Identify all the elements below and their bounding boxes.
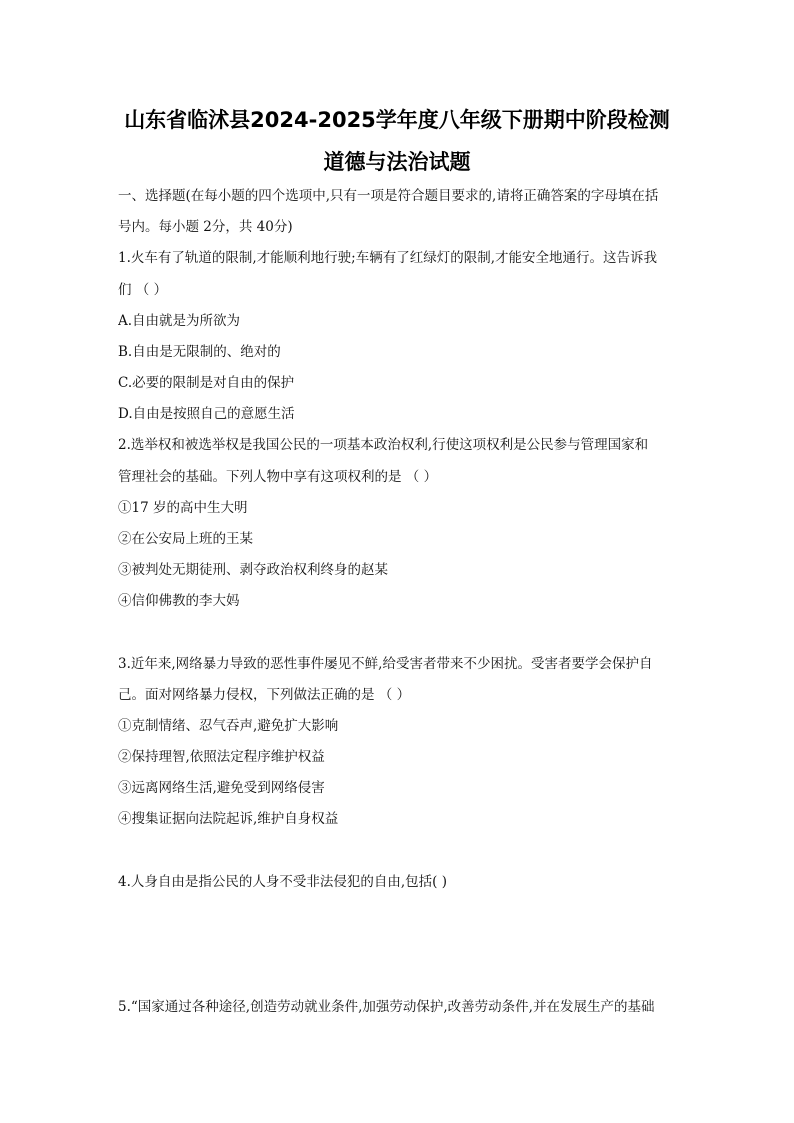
section-instruction-line-2: 号内。每小题 2分，共 40分) bbox=[118, 219, 293, 235]
q3-statement-2: ②保持理智,依照法定程序维护权益 bbox=[118, 749, 325, 765]
q2-statement-2: ②在公安局上班的王某 bbox=[118, 531, 253, 547]
q3-stem-line-1: 3.近年来,网络暴力导致的恶性事件屡见不鲜,给受害者带来不少困扰。受害者要学会保护自 bbox=[118, 656, 653, 672]
q1-stem-line-2: 们 （ ） bbox=[118, 282, 168, 298]
q1-option-b: B.自由是无限制的、绝对的 bbox=[118, 344, 281, 360]
document-title: 山东省临沭县2024-2025学年度八年级下册期中阶段检测 bbox=[124, 108, 670, 132]
q3-statement-3: ③远离网络生活,避免受到网络侵害 bbox=[118, 780, 325, 796]
q2-statement-3: ③被判处无期徒刑、剥夺政治权利终身的赵某 bbox=[118, 562, 388, 578]
q2-statement-4: ④信仰佛教的李大妈 bbox=[118, 593, 240, 609]
q3-stem-line-2: 己。面对网络暴力侵权，下列做法正确的是 （ ） bbox=[118, 687, 411, 703]
q2-stem-line-1: 2.选举权和被选举权是我国公民的一项基本政治权利,行使这项权利是公民参与管理国家和 bbox=[118, 437, 649, 453]
q2-statement-1: ①17 岁的高中生大明 bbox=[118, 500, 248, 516]
q1-option-d: D.自由是按照自己的意愿生活 bbox=[118, 406, 295, 422]
q1-option-a: A.自由就是为所欲为 bbox=[118, 313, 241, 329]
q1-option-c: C.必要的限制是对自由的保护 bbox=[118, 375, 295, 391]
q2-stem-line-2: 管理社会的基础。下列人物中享有这项权利的是 （ ） bbox=[118, 469, 438, 485]
section-instruction-line-1: 一、选择题(在每小题的四个选项中,只有一项是符合题目要求的,请将正确答案的字母填在括 bbox=[118, 188, 659, 204]
q1-stem-line-1: 1.火车有了轨道的限制,才能顺利地行驶;车辆有了红绿灯的限制,才能安全地通行。这告诉我 bbox=[118, 250, 658, 266]
q3-statement-1: ①克制情绪、忍气吞声,避免扩大影响 bbox=[118, 718, 339, 734]
q3-statement-4: ④搜集证据向法院起诉,维护自身权益 bbox=[118, 811, 339, 827]
document-subtitle: 道德与法治试题 bbox=[323, 150, 471, 174]
q5-stem-line-1: 5.“国家通过各种途径,创造劳动就业条件,加强劳动保护,改善劳动条件,并在发展生产的基础 bbox=[118, 999, 655, 1015]
q4-stem-line-1: 4.人身自由是指公民的人身不受非法侵犯的自由,包括( ) bbox=[118, 874, 447, 890]
